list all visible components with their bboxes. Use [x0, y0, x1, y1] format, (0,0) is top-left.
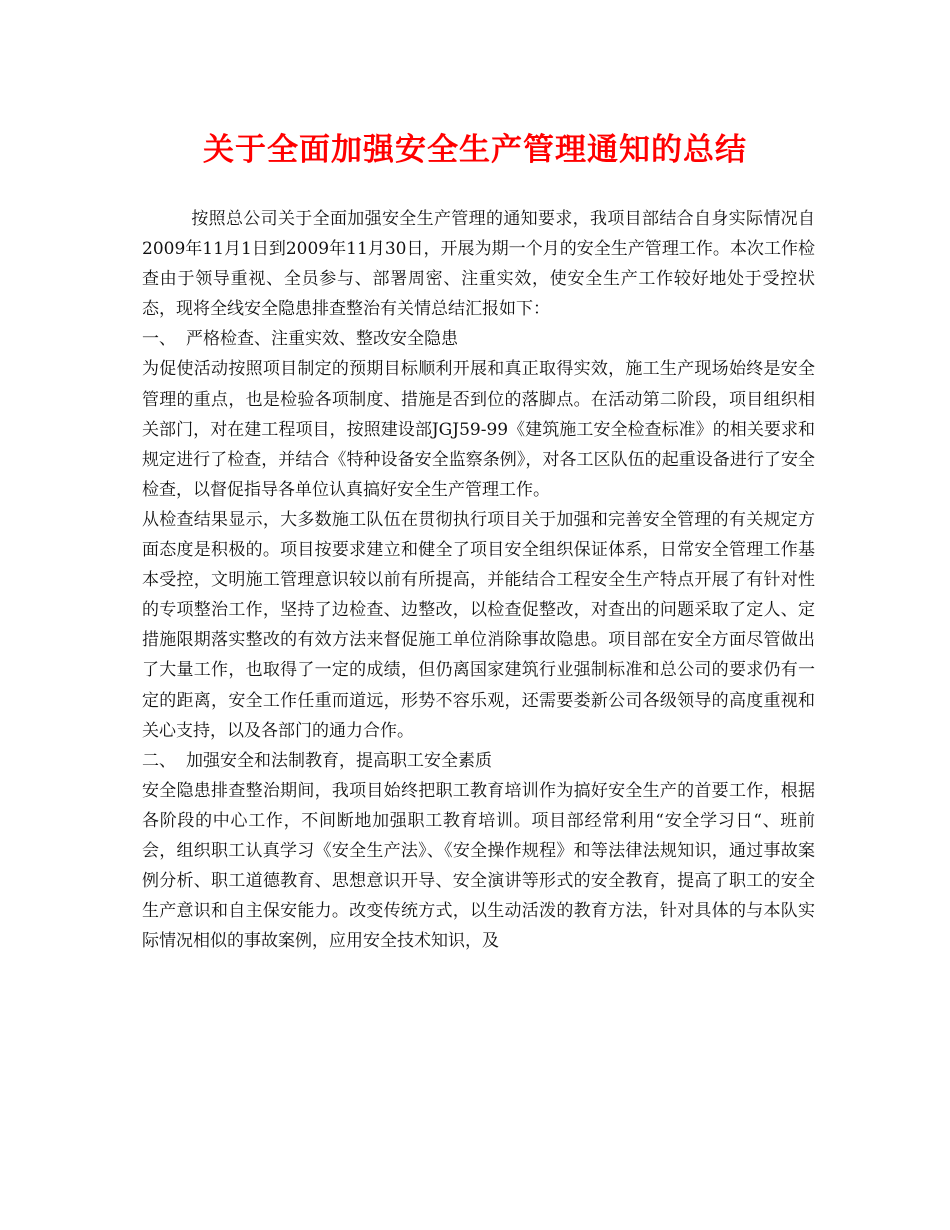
section-heading-text: 严格检查、注重实效、整改安全隐患: [186, 329, 458, 350]
section-number: 二、: [142, 750, 176, 771]
section-number: 一、: [142, 329, 176, 350]
section-heading-2: [142, 746, 815, 776]
section-heading-text: 加强安全和法制教育，提高职工安全素质: [186, 750, 492, 771]
section-1-paragraph-1: 为促使活动按照项目制定的预期目标顺利开展和真正取得实效，施工生产现场始终是安全管理的重点，也是检验各项制度、措施是否到位的落脚点。在活动第二阶段，项目组织相关部门，对在建工程项目，按照建设部JGJ59-99《建筑施工安全检查标准》的相关要求和规定进行了检查，并结合《特种设备安全监察条例》，对各工区队伍的起重设备进行了安全检查，以督促指导各单位认真搞好安全生产管理工作。: [142, 359, 815, 500]
section-heading-1: [142, 324, 815, 354]
intro-paragraph: 按照总公司关于全面加强安全生产管理的通知要求，我项目部结合自身实际情况自2009年11月1日到2009年11月30日，开展为期一个月的安全生产管理工作。本次工作检查由于领导重视、全员参与、部署周密、注重实效，使安全生产工作较好地处于受控状态，现将全线安全隐患排查整治有关情总结汇报如下：: [142, 209, 815, 320]
document-body: [142, 204, 815, 956]
section-1-paragraph-2: 从检查结果显示，大多数施工队伍在贯彻执行项目关于加强和完善安全管理的有关规定方面态度是积极的。项目按要求建立和健全了项目安全组织保证体系，日常安全管理工作基本受控，文明施工管理意识较以前有所提高，并能结合工程安全生产特点开展了有针对性的专项整治工作，坚持了边检查、边整改，以检查促整改，对查出的问题采取了定人、定措施限期落实整改的有效方法来督促施工单位消除事故隐患。项目部在安全方面尽管做出了大量工作，也取得了一定的成绩，但仍离国家建筑行业强制标准和总公司的要求仍有一定的距离，安全工作任重而道远，形势不容乐观，还需要娄新公司各级领导的高度重视和关心支持，以及各部门的通力合作。: [142, 509, 815, 741]
document-title: 关于全面加强安全生产管理通知的总结: [203, 132, 747, 168]
section-2-paragraph-1: 安全隐患排查整治期间，我项目始终把职工教育培训作为搞好安全生产的首要工作，根据各阶段的中心工作，不间断地加强职工教育培训。项目部经常利用“安全学习日“、班前会，组织职工认真学习《安全生产法》、《安全操作规程》和等法律法规知识，通过事故案例分析、职工道德教育、思想意识开导、安全演讲等形式的安全教育，提高了职工的安全生产意识和自主保安能力。改变传统方式，以生动活泼的教育方法，针对具体的与本队实际情况相似的事故案例，应用安全技术知识，及: [142, 780, 815, 952]
